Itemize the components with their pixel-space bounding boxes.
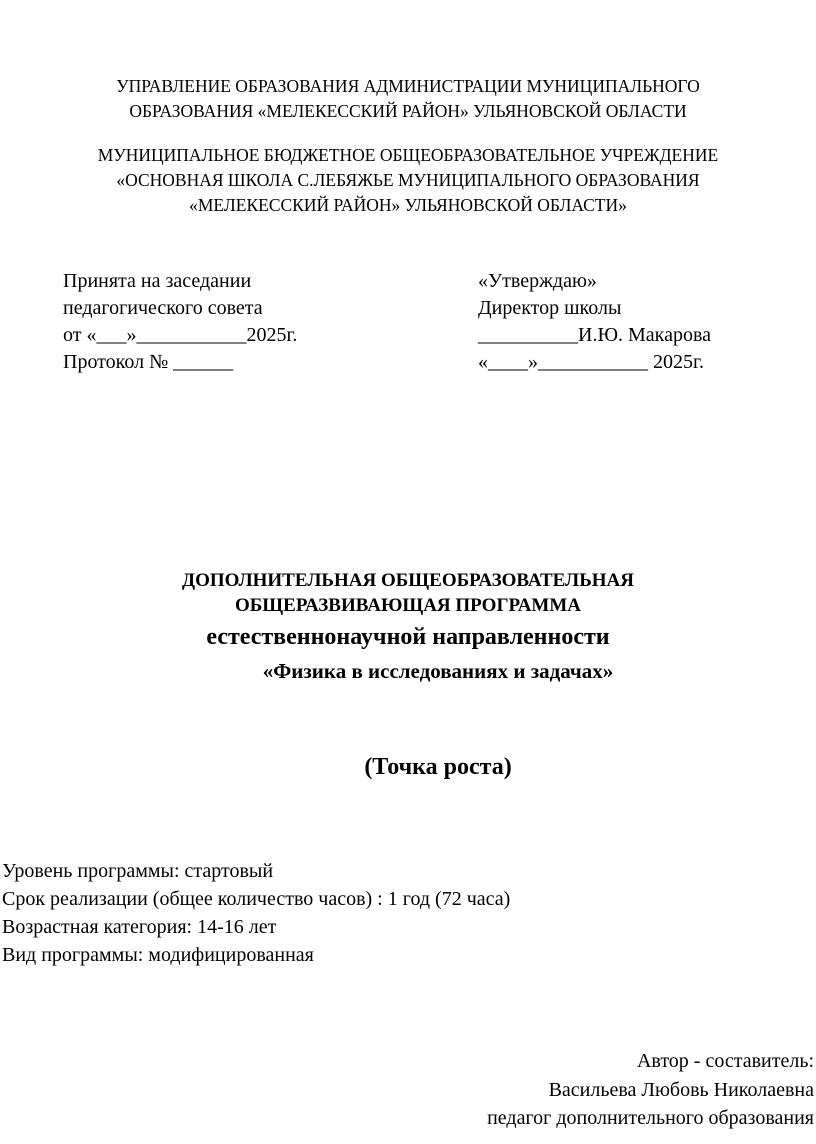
accepted-line-1: Принята на заседании bbox=[63, 270, 252, 292]
title-line-1: ДОПОЛНИТЕЛЬНАЯ ОБЩЕОБРАЗОВАТЕЛЬНАЯ bbox=[182, 570, 634, 591]
header-line-2: ОБРАЗОВАНИЯ «МЕЛЕКЕССКИЙ РАЙОН» УЛЬЯНОВСКОЙ ОБЛАСТИ bbox=[129, 101, 687, 121]
approved-line-4: «____»___________ 2025г. bbox=[478, 351, 704, 373]
approved-line-1: «Утверждаю» bbox=[478, 270, 597, 292]
title-line-5: (Точка роста) bbox=[364, 754, 512, 780]
header-line-1: УПРАВЛЕНИЕ ОБРАЗОВАНИЯ АДМИНИСТРАЦИИ МУНИЦИПАЛЬНОГО bbox=[116, 76, 700, 96]
accepted-line-2: педагогического совета bbox=[63, 297, 263, 319]
header-line-3: МУНИЦИПАЛЬНОЕ БЮДЖЕТНОЕ ОБЩЕОБРАЗОВАТЕЛЬНОЕ УЧРЕЖДЕНИЕ bbox=[97, 145, 719, 165]
info-level: Уровень программы: стартовый bbox=[2, 860, 274, 882]
info-type: Вид программы: модифицированная bbox=[2, 944, 314, 966]
approved-line-2: Директор школы bbox=[478, 297, 622, 319]
author-position: педагог дополнительного образования bbox=[487, 1107, 814, 1129]
accepted-line-4: Протокол № ______ bbox=[63, 351, 234, 373]
title-line-2: ОБЩЕРАЗВИВАЮЩАЯ ПРОГРАММА bbox=[234, 595, 582, 616]
author-name: Васильева Любовь Николаевна bbox=[548, 1079, 814, 1101]
title-line-4: «Физика в исследованиях и задачах» bbox=[262, 659, 614, 683]
approved-line-3: __________И.Ю. Макарова bbox=[478, 324, 712, 346]
info-duration: Срок реализации (общее количество часов) : 1 год (72 часа) bbox=[2, 888, 511, 910]
info-age: Возрастная категория: 14-16 лет bbox=[2, 916, 277, 938]
header-line-4: «ОСНОВНАЯ ШКОЛА С.ЛЕБЯЖЬЕ МУНИЦИПАЛЬНОГО ОБРАЗОВАНИЯ bbox=[116, 170, 700, 190]
header-line-5: «МЕЛЕКЕССКИЙ РАЙОН» УЛЬЯНОВСКОЙ ОБЛАСТИ» bbox=[189, 195, 627, 215]
accepted-line-3: от «___»___________2025г. bbox=[63, 324, 298, 346]
title-line-3: естественнонаучной направленности bbox=[206, 624, 610, 650]
author-label: Автор - составитель: bbox=[636, 1050, 814, 1072]
